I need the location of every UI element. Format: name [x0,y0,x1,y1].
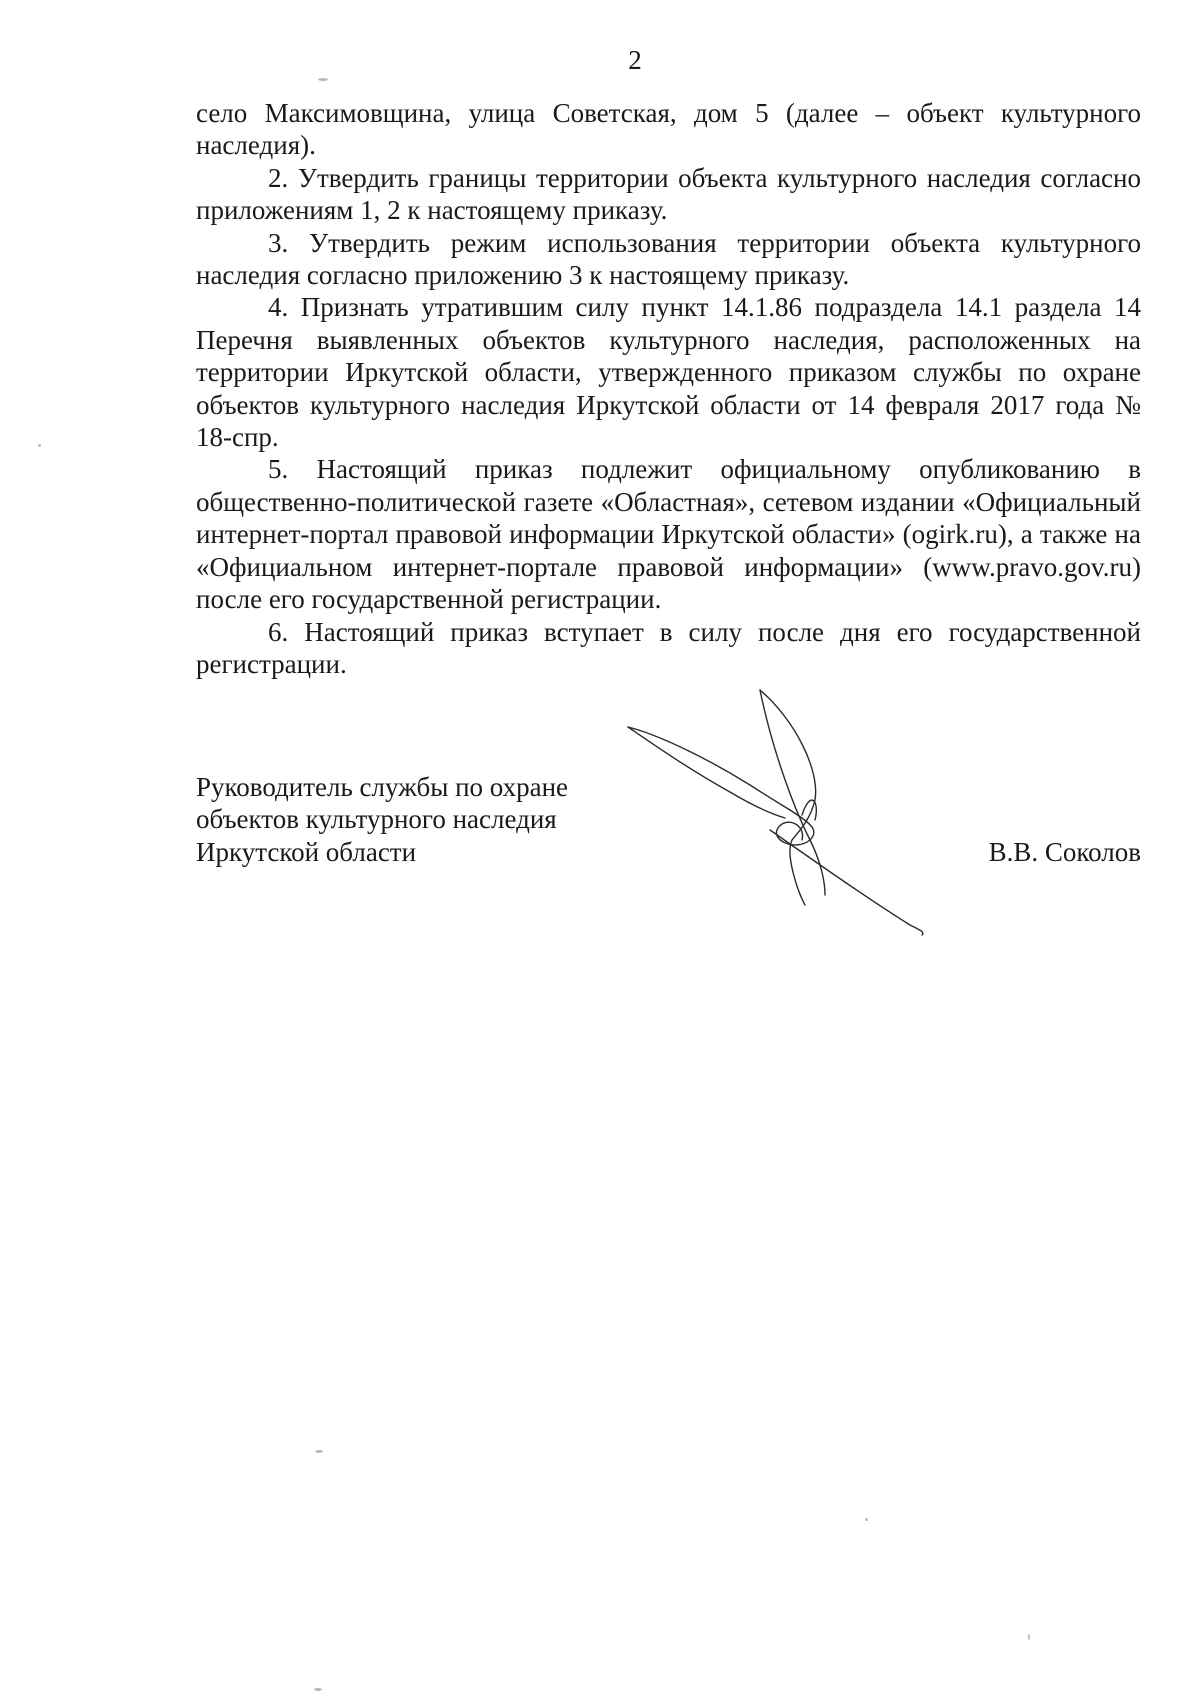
signer-position-line-1: Руководитель службы по охране [196,772,569,802]
paragraph-3: 3. Утвердить режим использования территории объекта культурного наследия согласно приложению 3 к настоящему приказу. [196,227,1141,291]
signer-position-line-3: Иркутской области [196,836,417,867]
scan-speck [38,444,41,447]
signer-name: В.В. Соколов [988,836,1141,867]
paragraph-1: село Максимовщина, улица Советская, дом 5 (далее – объект культурного наследия). [196,98,1141,161]
paragraph-5: 5. Настоящий приказ подлежит официальному опубликованию в общественно-политической газете «Областная», сетевом издании «Официальный интернет-портал правовой информации Иркутской области» (ogirk.ru), а также на «Официальном интернет-портале правовой информации» (www.pravo.gov.ru) после его государственной регистрации. [196,454,1141,615]
scan-speck [1028,1634,1030,1640]
scan-speck [315,1450,323,1453]
paragraph-4: 4. Признать утратившим силу пункт 14.1.86 подраздела 14.1 раздела 14 Перечня выявленных объектов культурного наследия, расположенных на территории Иркутской области, утвержденного приказом службы по охране объектов культурного наследия Иркутской области от 14 февраля 2017 года № 18-спр. [196,292,1141,453]
signature-icon [620,680,960,960]
scan-speck [865,1518,868,1521]
scan-speck [318,78,328,81]
scan-speck [314,1688,322,1691]
paragraph-2: 2. Утвердить границы территории объекта культурного наследия согласно приложениям 1, 2 к настоящему приказу. [196,162,1141,226]
paragraph-6: 6. Настоящий приказ вступает в силу после дня его государственной регистрации. [196,616,1141,679]
signer-position-line-2: объектов культурного наследия [196,804,557,835]
page-number: 2 [628,45,642,75]
document-body [196,97,1141,680]
